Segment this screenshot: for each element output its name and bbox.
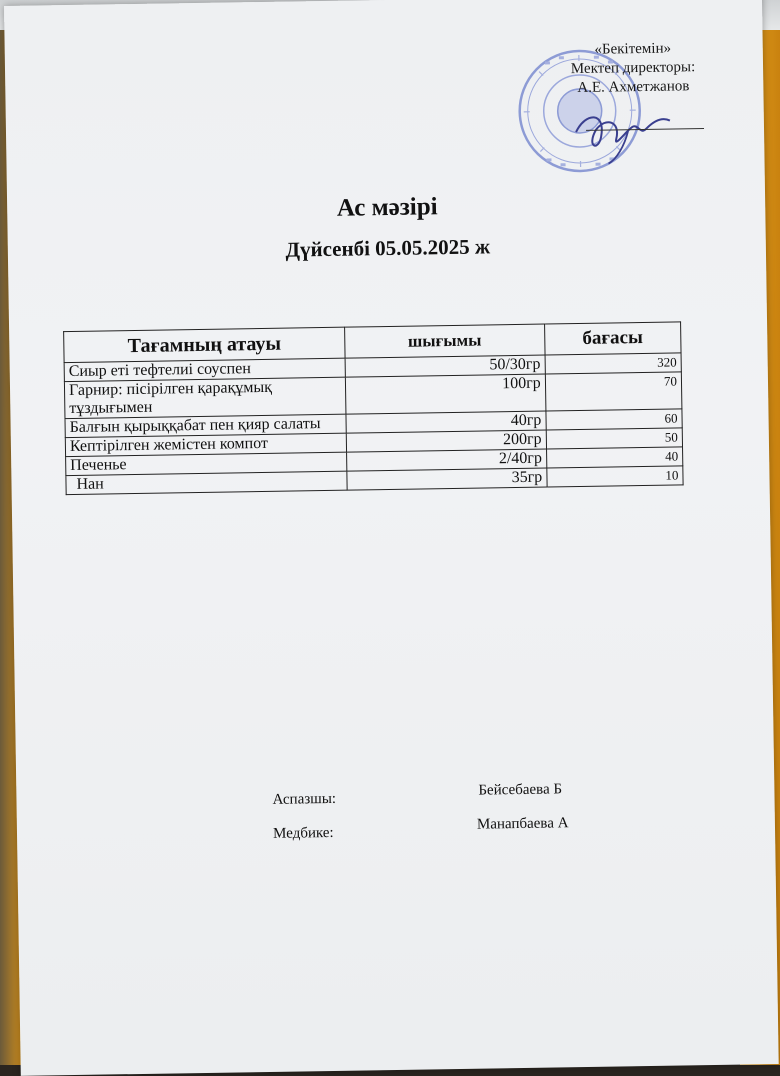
dish-price: 50	[546, 428, 683, 449]
approval-director-name: А.Е. Ахметжанов	[553, 77, 713, 99]
dish-yield: 100гр	[345, 374, 545, 414]
cook-name: Бейсебаева Б	[478, 781, 562, 799]
dish-price: 320	[545, 353, 682, 374]
dish-price: 40	[546, 447, 683, 468]
header-yield: шығымы	[345, 324, 545, 358]
director-signature	[565, 90, 686, 172]
approval-heading: «Бекітемін»	[553, 39, 713, 61]
dish-yield: 40гр	[346, 411, 546, 433]
dish-yield: 200гр	[346, 430, 546, 452]
dish-yield: 35гр	[347, 468, 547, 490]
dish-name: Сиыр еті тефтелиі соуспен	[64, 358, 345, 381]
dish-price: 60	[546, 409, 683, 430]
nurse-label: Медбике:	[273, 825, 334, 843]
header-price: бағасы	[544, 322, 681, 355]
page-subtitle-date: Дүйсенбі 05.05.2025 ж	[8, 230, 768, 267]
dish-name: Гарнир: пісірілген қарақұмық тұздығымен	[64, 377, 346, 418]
menu-table	[63, 321, 683, 495]
approval-block	[553, 39, 714, 99]
dish-price: 10	[547, 466, 684, 487]
header-dish-name: Тағамның атауы	[64, 327, 345, 362]
dish-yield: 2/40гр	[347, 449, 547, 471]
page-title: Ас мәзірі	[7, 188, 767, 228]
cook-label: Аспазшы:	[272, 791, 336, 809]
nurse-name: Манапбаева А	[477, 815, 569, 833]
dish-price: 70	[545, 372, 682, 411]
dish-name: Печенье	[66, 452, 347, 475]
dish-name: Балғын қырыққабат пен қияр салаты	[65, 414, 346, 437]
dish-yield: 50/30гр	[345, 355, 545, 377]
dish-name: Нан	[66, 471, 347, 494]
document-page	[4, 0, 779, 1076]
dish-name: Кептірілген жемістен компот	[65, 433, 346, 456]
approval-position: Мектеп директоры:	[553, 58, 713, 80]
